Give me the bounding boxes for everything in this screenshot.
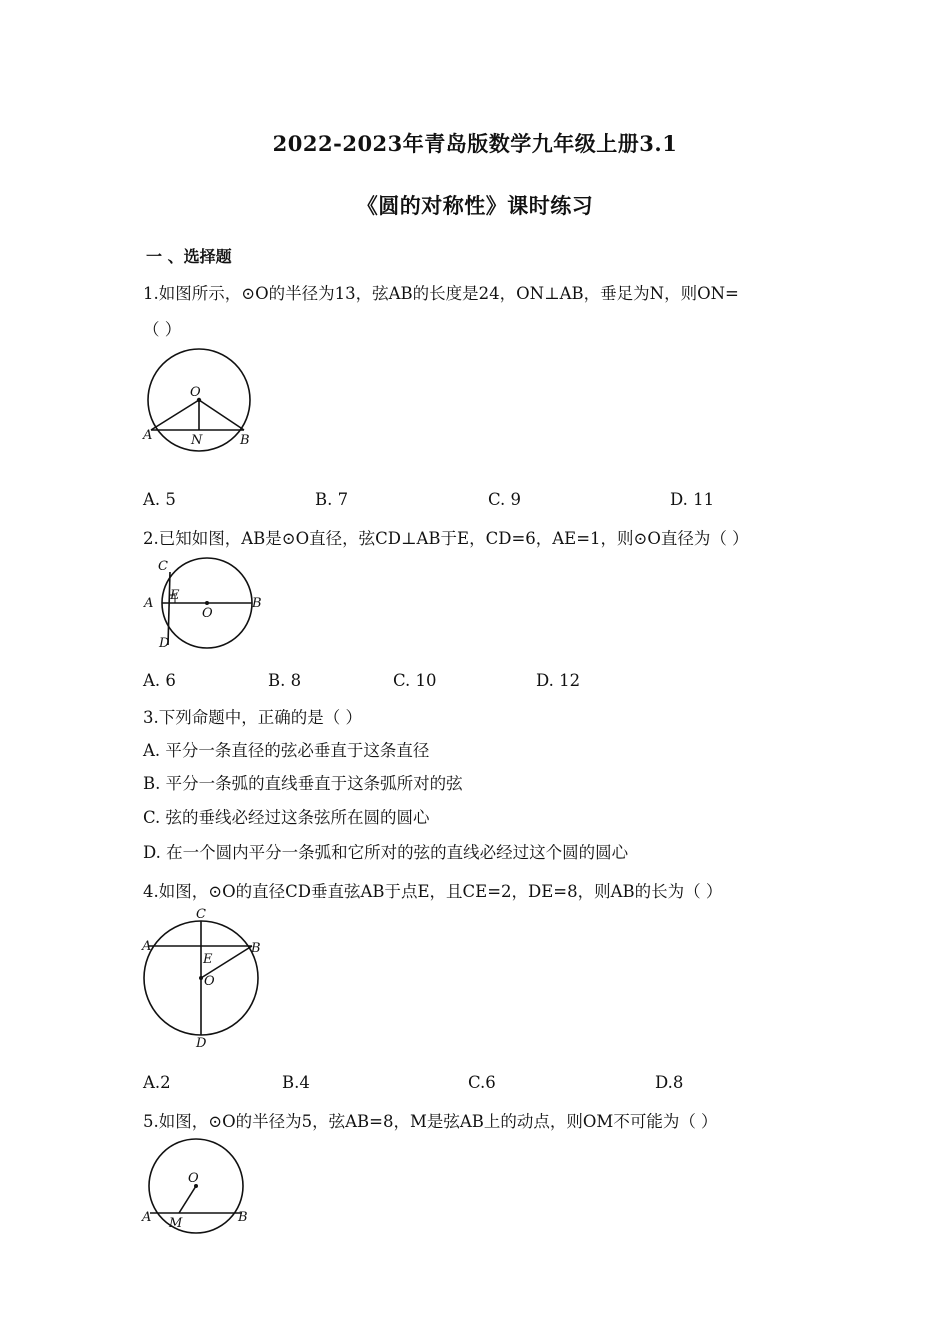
q4-label-C: C [196,907,206,922]
q2-stem: 2.已知如图，AB是⊙O直径，弦CD⊥AB于E，CD=6，AE=1，则⊙O直径为（ ） [143,529,749,548]
q4-label-B: B [251,941,261,956]
title-line-2: 《圆的对称性》课时练习 [356,193,594,218]
q2-label-O: O [202,606,213,621]
q2-label-E: E [170,588,180,603]
q5-label-O: O [188,1171,199,1186]
q1-label-O: O [190,385,201,400]
q2-label-A: A [144,596,154,611]
q2-figure [140,555,265,655]
q1-label-A: A [143,428,153,443]
q2-option-d: D. 12 [536,671,581,690]
q4-figure [140,905,265,1050]
q4-option-c: C.6 [468,1073,496,1092]
q4-option-a: A.2 [143,1073,171,1092]
q5-stem: 5.如图，⊙O的半径为5，弦AB=8，M是弦AB上的动点，则OM不可能为（ ） [143,1112,718,1131]
q4-option-b: B.4 [282,1073,310,1092]
q2-option-c: C. 10 [393,671,437,690]
q1-stem-blank: （ ） [143,320,182,339]
q4-option-d: D.8 [655,1073,684,1092]
title-line-1: 2022-2023年青岛版数学九年级上册3.1 [272,131,678,156]
q1-option-c: C. 9 [488,490,522,509]
q1-option-d: D. 11 [670,490,715,509]
q3-statement-c: C. 弦的垂线必经过这条弦所在圆的圆心 [143,808,430,827]
q2-option-a: A. 6 [143,671,176,690]
q1-stem: 1.如图所示，⊙O的半径为13，弦AB的长度是24，ON⊥AB，垂足为N，则ON= [143,284,739,303]
q5-label-B: B [238,1210,248,1225]
q1-label-B: B [240,433,250,448]
section-heading: 一 、选择题 [146,247,232,266]
q1-option-a: A. 5 [143,490,176,509]
q4-label-O: O [204,974,215,989]
q2-option-b: B. 8 [268,671,302,690]
q5-label-A: A [142,1210,152,1225]
q3-statement-a: A. 平分一条直径的弦必垂直于这条直径 [143,741,430,760]
q1-label-N: N [191,433,203,448]
q4-label-A: A [142,939,152,954]
q3-statement-d: D. 在一个圆内平分一条弧和它所对的弦的直线必经过这个圆的圆心 [143,843,629,862]
q2-label-C: C [158,559,168,574]
q4-label-D: D [196,1036,207,1051]
q1-figure [140,352,265,462]
q1-option-b: B. 7 [315,490,349,509]
q5-label-M: M [169,1216,183,1231]
q3-statement-b: B. 平分一条弧的直线垂直于这条弧所对的弦 [143,774,463,793]
q3-stem: 3.下列命题中，正确的是（ ） [143,708,362,727]
q5-figure [140,1135,265,1240]
q2-label-B: B [252,596,262,611]
q4-stem: 4.如图，⊙O的直径CD垂直弦AB于点E，且CE=2，DE=8，则AB的长为（ ） [143,882,723,901]
q2-label-D: D [159,636,170,651]
q4-label-E: E [203,952,213,967]
